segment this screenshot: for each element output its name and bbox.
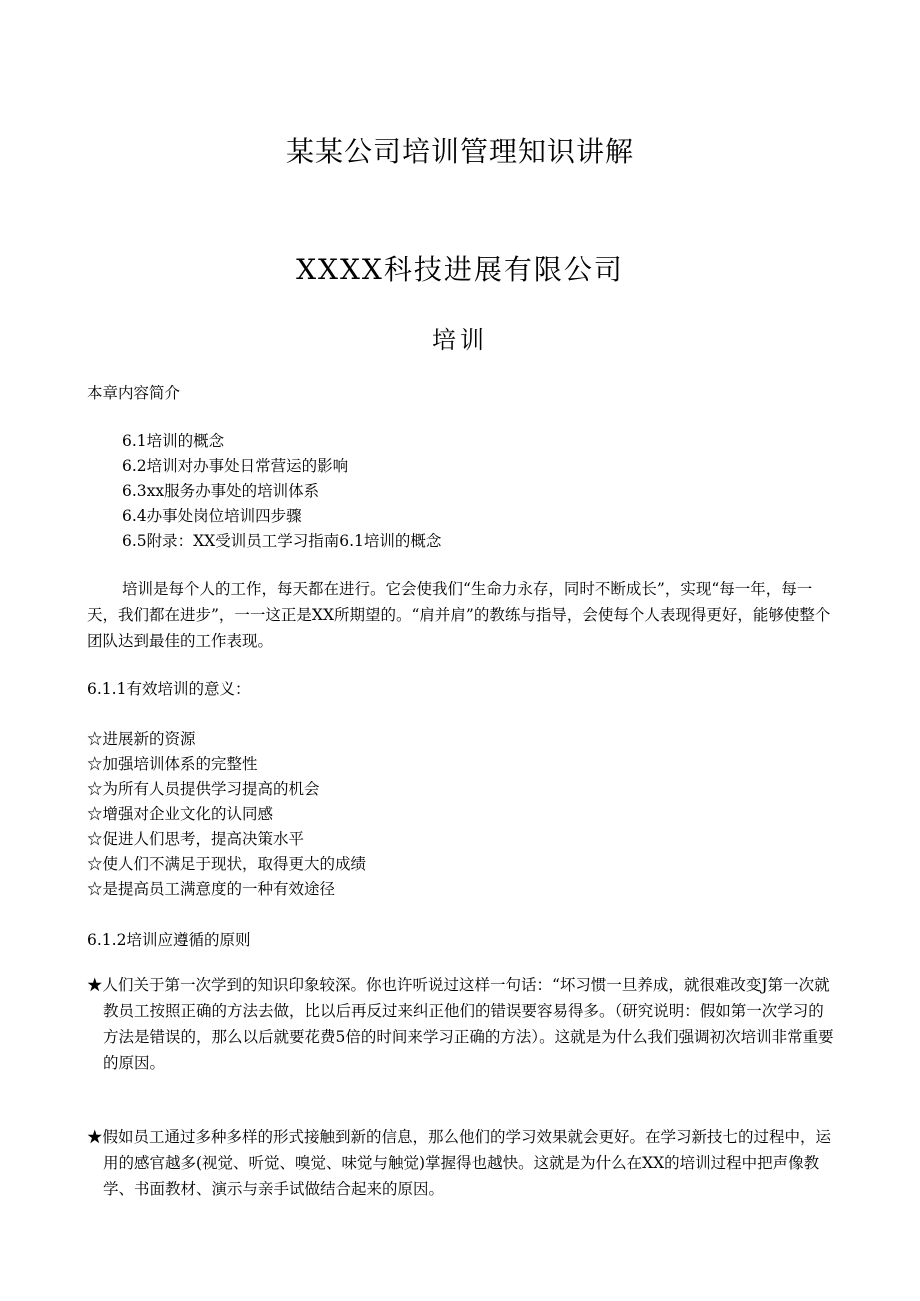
table-of-contents bbox=[122, 429, 441, 554]
company-name: XXXX科技进展有限公司 bbox=[296, 253, 624, 286]
document-title: 某某公司培训管理知识讲解 bbox=[285, 135, 634, 168]
principle-paragraph: ★假如员工通过多种多样的形式接触到新的信息，那么他们的学习效果就会更好。在学习新技七的过程中，运用的感官越多(视觉、听觉、嗅觉、味觉与触觉)掌握得也越快。这就是为什么在XX的培训过程中把声像教学、书面教材、演示与亲手试做结合起来的原因。 bbox=[87, 1128, 832, 1198]
significance-list bbox=[87, 727, 366, 902]
list-item: ☆加强培训体系的完整性 bbox=[87, 755, 258, 773]
list-item: ☆促进人们思考，提高决策水平 bbox=[87, 830, 305, 848]
heading-6-1-2: 6.1.2培训应遵循的原则 bbox=[87, 931, 251, 949]
toc-item: 6.3xx服务办事处的培训体系 bbox=[122, 482, 320, 500]
list-item: ☆使人们不满足于现状，取得更大的成绩 bbox=[87, 855, 367, 873]
toc-item: 6.4办事处岗位培训四步骤 bbox=[122, 507, 302, 525]
intro-paragraph: 培训是每个人的工作，每天都在进行。它会使我们“生命力永存，同时不断成长”，实现“每一年，每一天，我们都在进步”，一一这正是XX所期望的。“肩并肩”的教练与指导，会使每个人表现得更好，能够使整个团队达到最佳的工作表现。 bbox=[87, 580, 831, 650]
toc-item: 6.5附录：XX受训员工学习指南6.1培训的概念 bbox=[122, 532, 442, 550]
list-item: ☆进展新的资源 bbox=[87, 730, 196, 748]
list-item: ☆是提高员工满意度的一种有效途径 bbox=[87, 880, 336, 898]
list-item: ☆增强对企业文化的认同感 bbox=[87, 805, 274, 823]
heading-6-1-1: 6.1.1有效培训的意义： bbox=[87, 680, 251, 698]
toc-item: 6.2培训对办事处日常营运的影响 bbox=[122, 457, 349, 475]
chapter-intro-label: 本章内容简介 bbox=[87, 384, 181, 402]
toc-item: 6.1培训的概念 bbox=[122, 432, 225, 450]
principle-paragraph: ★人们关于第一次学到的知识印象较深。你也许听说过这样一句话：“坏习惯一旦养成，就很难改变J第一次就教员工按照正确的方法去做，比以后再反过来纠正他们的错误要容易得多。（研究说明：假如第一次学习的方法是错误的，那么以后就要花费5倍的时间来学习正确的方法）。这就是为什么我们强调初次培训非常重要的原因。 bbox=[87, 976, 834, 1072]
section-title: 培训 bbox=[432, 326, 488, 354]
list-item: ☆为所有人员提供学习提高的机会 bbox=[87, 780, 320, 798]
